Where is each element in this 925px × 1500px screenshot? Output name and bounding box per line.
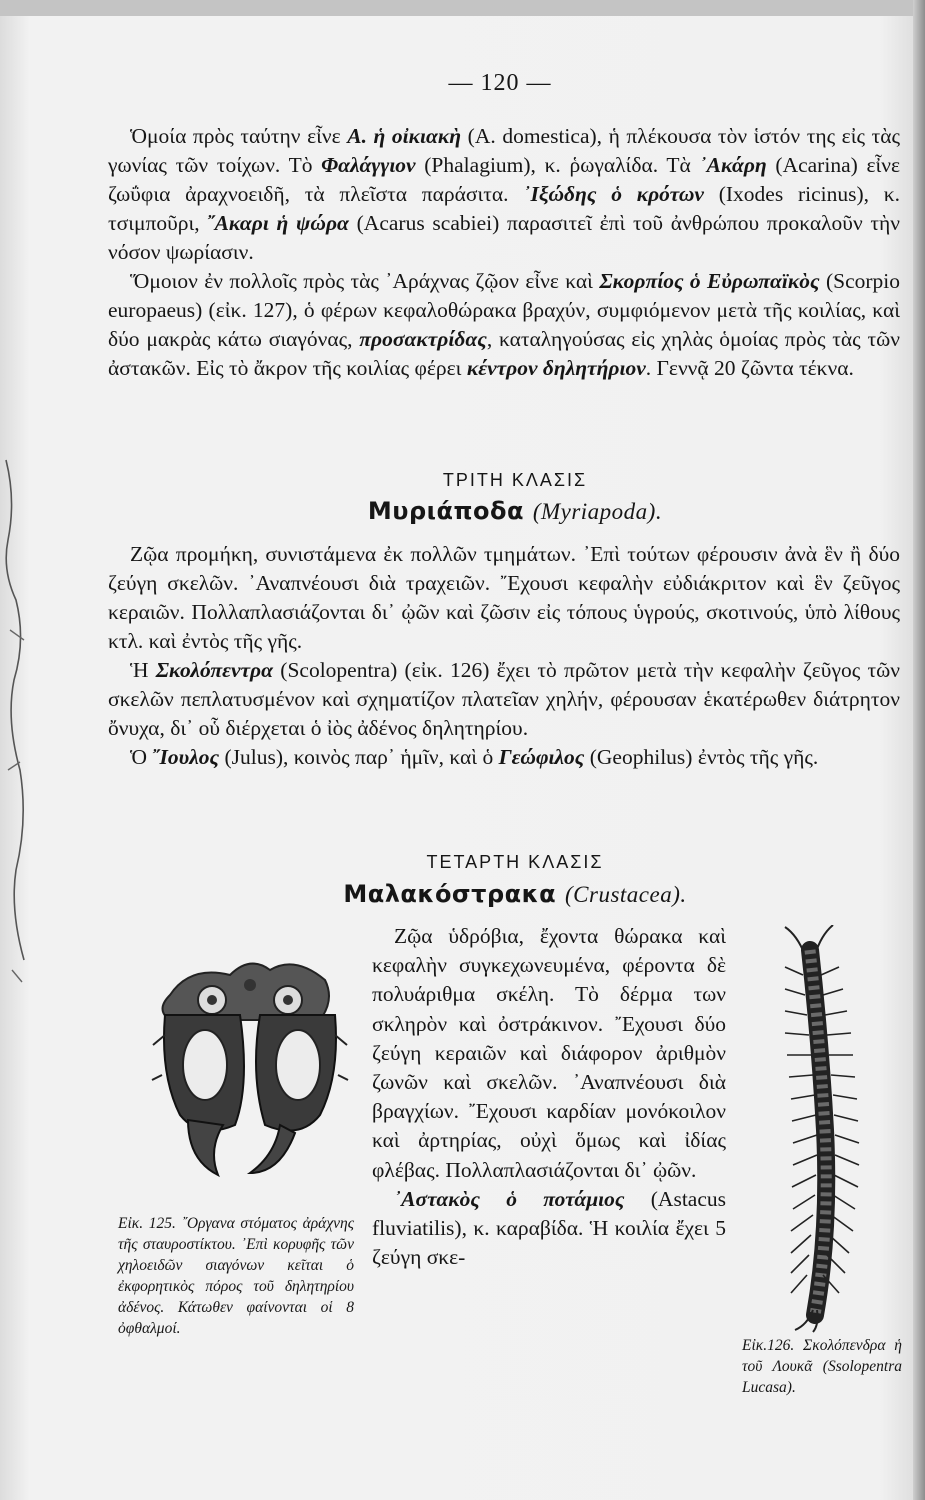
page-gutter-shadow	[913, 0, 925, 1500]
crustacea-column	[372, 922, 726, 1272]
middle-text-block	[108, 540, 900, 772]
scorpion-paragraph: Ὅμοιον ἐν πολλοῖς πρὸς τὰς ᾿Αράχνας ζῷον εἶνε καὶ Σκορπίος ὁ Εὐρωπαϊκὸς (Scorpio europaeus) (εἰκ. 127), ὁ φέρων κεφαλοθώρακα βραχύν, συμφιόμενον μετὰ τῆς κοιλίας, καὶ δύο μακρὰς κάτω σιαγόνας, προσακτρίδας, καταληγούσας εἰς χηλὰς ὁμοίας πρὸς τὰς τῶν ἀστακῶν. Εἰς τὸ ἄκρον τῆς κοιλίας φέρει κέντρον δηλητήριον. Γεννᾷ 20 ζῶντα τέκνα.	[108, 269, 901, 380]
iulos-paragraph: Ὁ ῎Ιουλος (Julus), κοινὸς παρ᾿ ἡμῖν, καὶ ὁ Γεώφιλος (Geophilus) ἐντὸς τῆς γῆς.	[130, 745, 819, 769]
group-heading-myriapoda: Μυριάποδα (Myriapoda).	[367, 497, 663, 525]
scolopendra-paragraph: Ἡ Σκολόπεντρα (Scolopentra) (εἰκ. 126) ἔχει τὸ πρῶτον μετὰ τὴν κεφαλὴν ζεῦγος τῶν σκελῶν πεπλατυσμένον καὶ σχηματίζον πλατεῖαν χηλήν, φέρουσαν ἑκατέρωθεν διάτρητον ὄνυχα, δι᾿ οὗ διέρχεται ὁ ἰὸς ἀδένος δηλητηρίου.	[108, 658, 900, 740]
crustacea-paragraph: Ζῷα ὑδρόβια, ἔχοντα θώρακα καὶ κεφαλὴν συγκεχωνευμένα, φέροντα δὲ πολυάριθμα σκέλη. Τὸ δέρμα των σκληρὸν καὶ ὀστράκινον. ῎Εχουσι δύο ζεύγη κεραιῶν καὶ διάφορον ἀριθμὸν ζωνῶν καὶ σκελῶν. ᾿Αναπνέουσι διὰ βραγχίων. ῎Εχουσι καρδίαν μονόκοιλον καὶ ἀρτηρίας, οὐχὶ ὅμως καὶ ἰδίας φλέβας. Πολλαπλασιάζονται δι᾿ ᾠῶν.	[372, 924, 726, 1182]
class-heading-4: ΤΕΤΑΡΤΗ ΚΛΑΣΙΣ	[426, 852, 604, 872]
scolopendra-figure	[765, 925, 875, 1335]
figure-126-caption: Εἰκ.126. Σκολόπενδρα ἡ τοῦ Λουκᾶ (Ssolopentra Lucasa).	[742, 1337, 902, 1396]
upper-text-block	[108, 122, 900, 383]
figure-125-caption: Εἰκ. 125. ῎Οργανα στόματος ἀράχνης τῆς σταυροστίκτου. ᾿Επὶ κορυφῆς τῶν χηλοειδῶν σιαγόνων κεῖται ὁ ἐκφορητικὸς πόρος τοῦ δηλητηρίου ἀδένος. Κάτωθεν φαίνονται οἱ 8 ὀφθαλμοί.	[118, 1215, 354, 1337]
page-top-edge	[0, 0, 925, 16]
astakos-paragraph: ᾿Αστακὸς ὁ ποτάμιος (Astacus fluviatilis), κ. καραβίδα. Ἡ κοιλία ἔχει 5 ζεύγη σκε-	[372, 1186, 726, 1270]
class-heading-3: ΤΡΙΤΗ ΚΛΑΣΙΣ	[442, 470, 588, 490]
margin-scribble	[0, 450, 40, 1150]
intro-paragraph: Ὁμοία πρὸς ταύτην εἶνε Α. ἡ οἰκιακὴ (A. domestica), ἡ πλέκουσα τὸν ἱστόν της εἰς τὰς γωνίας τῶν τοίχων. Τὸ Φαλάγγιον (Phalagium), κ. ῥωγαλίδα. Τὰ ᾿Ακάρη (Acarina) εἶνε ζωΰφια ἀραχνοειδῆ, τὰ πλεῖστα παράσιτα. ᾿Ιξώδης ὁ κρότων (Ixodes ricinus), κ. τσιμποῦρι, ῎Ακαρι ἡ ψώρα (Acarus scabiei) παρασιτεῖ ἐπὶ τοῦ ἀνθρώπου προκαλοῦν τὴν νόσον ψωρίασιν.	[108, 124, 901, 264]
group-heading-crustacea: Μαλακόστρακα (Crustacea).	[343, 880, 687, 908]
page-number: — 120 —	[448, 70, 552, 96]
myriapoda-paragraph: Ζῷα προμήκη, συνιστάμενα ἐκ πολλῶν τμημάτων. ᾿Επὶ τούτων φέρουσιν ἀνὰ ἓν ἢ δύο ζεύγη σκελῶν. ᾿Αναπνέουσι διὰ τραχειῶν. ῎Εχουσι κεφαλὴν εὐδιάκριτον καὶ ἓν ζεῦγος κεραιῶν. Πολλαπλασιάζονται δι᾿ ᾠῶν καὶ ζῶσιν εἰς τόπους ὑγρούς, σκοτινούς, ὑπὸ λίθους κτλ. καὶ ἐντὸς τῆς γῆς.	[108, 542, 900, 653]
spider-mouthparts-figure	[150, 955, 350, 1180]
